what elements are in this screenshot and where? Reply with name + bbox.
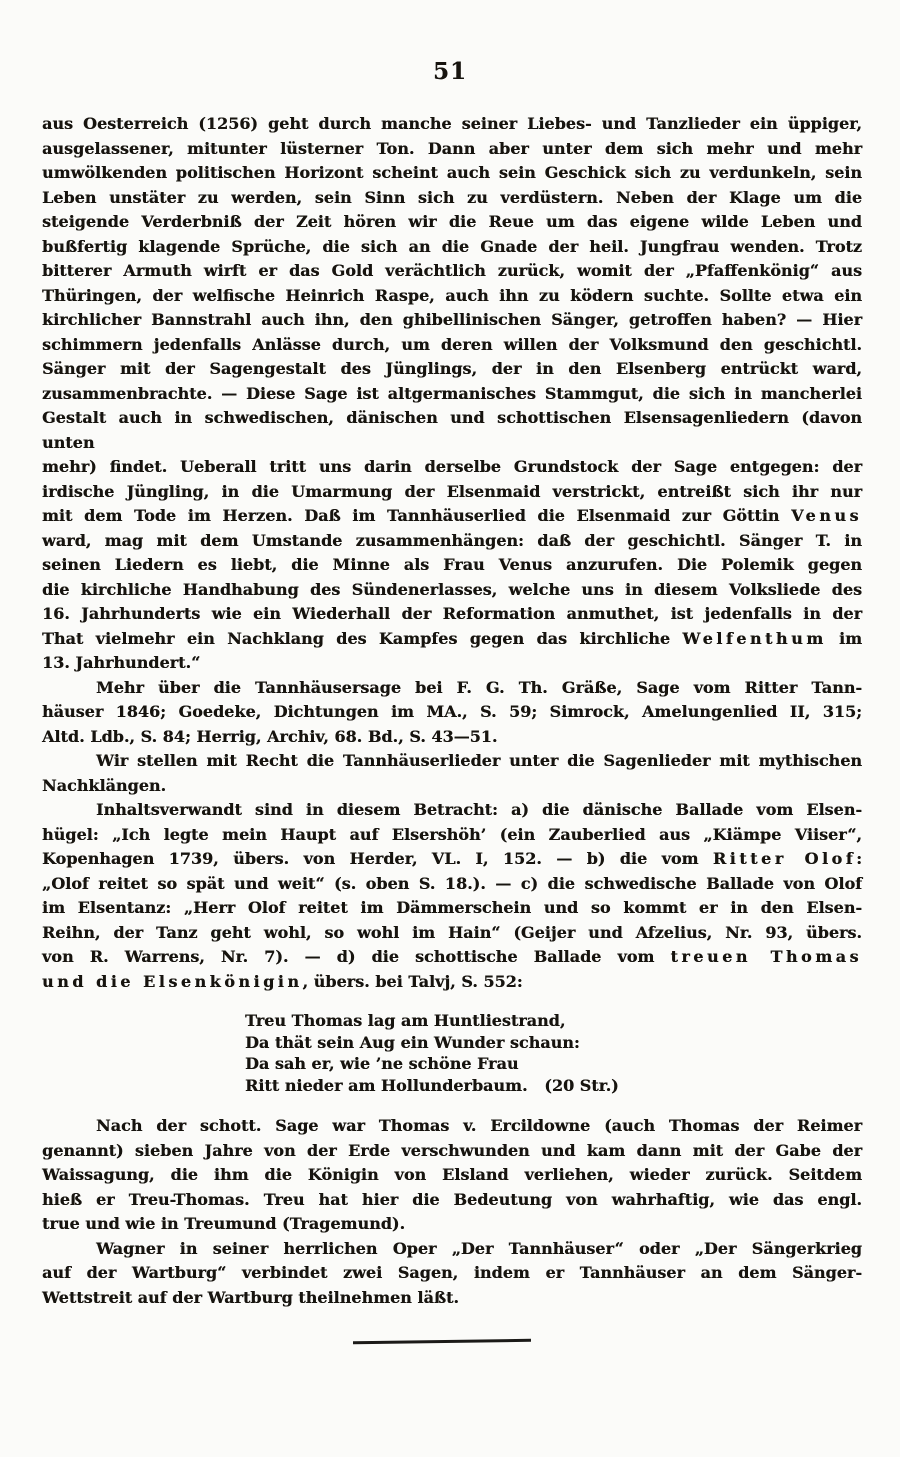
text-line — [42, 970, 862, 995]
text-segment: umwölkenden politischen Horizont scheint auch sein Geschick sich zu verdunkeln, sein — [42, 163, 862, 182]
text-line — [42, 112, 862, 137]
text-segment: That vielmehr ein Nachklang des Kampfes gegen das kirchliche — [42, 628, 683, 648]
text-segment: Wir stellen mit Recht die Tannhäuserlieder unter die Sagenlieder mit mythischen — [96, 751, 862, 770]
text-line — [42, 186, 862, 211]
paragraph — [42, 749, 862, 798]
text-line — [42, 1114, 862, 1139]
text-segment: mit dem Tode im Herzen. Daß im Tannhäuserlied die Elsenmaid zur Göttin — [42, 506, 792, 525]
text-segment: Waissagung, die ihm die Königin von Elsland verliehen, wieder zurück. Seitdem — [42, 1165, 862, 1185]
text-line — [42, 602, 862, 627]
text-segment: Treu Thomas lag am Huntliestrand, — [245, 1011, 566, 1030]
spaced-emphasis: Venus — [791, 506, 862, 525]
section-divider — [353, 1339, 531, 1344]
text-segment: genannt) sieben Jahre von der Erde verschwunden und kam dann mit der Gabe der — [42, 1140, 862, 1160]
paragraph — [42, 676, 862, 750]
text-segment: Nach der schott. Sage war Thomas v. Ercildowne (auch Thomas der Reimer — [96, 1116, 862, 1136]
poem-line — [245, 1075, 862, 1097]
text-segment: Altd. Ldb., S. 84; Herrig, Archiv, 68. Bd., S. 43—51. — [42, 726, 498, 746]
text-line — [42, 1286, 862, 1311]
text-line — [42, 896, 862, 921]
paragraph — [42, 798, 862, 994]
text-line — [42, 161, 862, 186]
text-segment: hieß er Treu-Thomas. Treu hat hier die Bedeutung von wahrhaftig, wie das engl. — [42, 1189, 862, 1209]
text-line — [42, 553, 862, 578]
text-segment: auf der Wartburg“ verbindet zwei Sagen, indem er Tannhäuser an dem Sänger- — [42, 1263, 862, 1283]
text-segment: aus Oesterreich (1256) geht durch manche seiner Liebes- und Tanzlieder ein üppiger, — [42, 114, 862, 133]
text-line — [42, 1212, 862, 1237]
text-line — [42, 357, 862, 382]
text-segment: hügel: „Ich legte mein Haupt auf Elsershöh’ (ein Zauberlied aus „Kiämpe Viiser“, — [42, 824, 862, 844]
spaced-emphasis: und die Elsenkönigin — [42, 971, 303, 991]
text-segment: irdische Jüngling, in die Umarmung der Elsenmaid verstrickt, entreißt sich ihr nur — [42, 481, 862, 501]
text-segment: Sänger mit der Sagengestalt des Jünglings, der in den Elsenberg entrückt ward, — [42, 359, 862, 378]
text-line — [42, 406, 862, 455]
text-segment: Inhaltsverwandt sind in diesem Betracht: a) die dänische Ballade vom Elsen- — [96, 800, 862, 819]
text-line — [42, 529, 862, 554]
text-line — [42, 137, 862, 162]
text-line — [42, 504, 862, 529]
text-line — [42, 921, 862, 946]
text-segment: Da sah er, wie ’ne schöne Frau — [245, 1054, 519, 1074]
text-line — [42, 308, 862, 333]
text-segment: von R. Warrens, Nr. 7). — d) die schottische Ballade vom — [42, 947, 671, 966]
text-line — [42, 700, 862, 725]
text-segment: Da thät sein Aug ein Wunder schaun: — [245, 1032, 580, 1052]
text-line — [42, 798, 862, 823]
paragraph — [42, 112, 862, 676]
poem-line — [245, 1032, 862, 1054]
text-segment: Ritt nieder am Hollunderbaum. (20 Str.) — [245, 1075, 619, 1095]
spaced-emphasis: Welfenthum — [682, 628, 827, 648]
text-segment: bitterer Armuth wirft er das Gold verächtlich zurück, womit der „Pfaffenkönig“ aus — [42, 261, 862, 280]
text-segment: zusammenbrachte. — Diese Sage ist altgermanisches Stammgut, die sich in mancherlei — [42, 383, 862, 403]
text-segment: seinen Liedern es liebt, die Minne als Frau Venus anzurufen. Die Polemik gegen — [42, 555, 862, 574]
text-line — [42, 210, 862, 235]
poem-block — [245, 1010, 862, 1096]
text-segment: ausgelassener, mitunter lüsterner Ton. Dann aber unter dem sich mehr und mehr — [42, 138, 862, 158]
text-line — [42, 676, 862, 701]
text-line — [42, 284, 862, 309]
text-line — [42, 382, 862, 407]
text-segment: Nachklängen. — [42, 775, 167, 795]
text-line — [42, 333, 862, 358]
text-line — [42, 480, 862, 505]
paragraph — [42, 1237, 862, 1311]
text-segment: „Olof reitet so spät und weit“ (s. oben S. 18.). — c) die schwedische Ballade von Olof — [42, 873, 862, 893]
text-line — [42, 1261, 862, 1286]
text-line — [42, 725, 862, 750]
text-segment: Thüringen, der welfische Heinrich Raspe, auch ihn zu ködern suchte. Sollte etwa ein — [42, 285, 862, 305]
spaced-emphasis: treuen Thomas — [670, 947, 863, 966]
text-segment: Wagner in seiner herrlichen Oper „Der Tannhäuser“ oder „Der Sängerkrieg — [96, 1238, 862, 1258]
text-line — [42, 259, 862, 284]
text-segment: , übers. bei Talvj, S. 552: — [302, 971, 523, 991]
text-line — [42, 945, 862, 970]
poem-line — [245, 1053, 862, 1075]
text-segment: steigende Verderbniß der Zeit hören wir die Reue um das eigene wilde Leben und — [42, 212, 862, 231]
text-line — [42, 872, 862, 897]
text-segment: kirchlicher Bannstrahl auch ihn, den ghibellinischen Sänger, getroffen haben? — Hier — [42, 310, 862, 329]
text-segment: true und wie in Treumund (Tragemund). — [42, 1214, 406, 1234]
text-line — [42, 235, 862, 260]
page-body — [42, 112, 862, 1343]
text-line — [42, 1237, 862, 1262]
page-number: 51 — [432, 58, 467, 85]
text-line — [42, 749, 862, 774]
text-segment: : — [856, 849, 863, 868]
text-segment: 16. Jahrhunderts wie ein Wiederhall der Reformation anmuthet, ist jedenfalls in der — [42, 604, 862, 623]
text-line — [42, 1139, 862, 1164]
text-segment: Leben unstäter zu werden, sein Sinn sich zu verdüstern. Neben der Klage um die — [42, 187, 862, 207]
text-line — [42, 1188, 862, 1213]
text-segment: Mehr über die Tannhäusersage bei F. G. Th. Gräße, Sage vom Ritter Tann- — [96, 677, 862, 697]
text-line — [42, 1163, 862, 1188]
text-segment: häuser 1846; Goedeke, Dichtungen im MA., S. 59; Simrock, Amelungenlied II, 315; — [42, 702, 862, 721]
text-line — [42, 823, 862, 848]
text-segment: die kirchliche Handhabung des Sündenerlasses, welche uns in diesem Volksliede des — [42, 579, 862, 599]
text-line — [42, 774, 862, 799]
text-line — [42, 627, 862, 652]
text-line — [42, 847, 862, 872]
poem-line — [245, 1010, 862, 1032]
spaced-emphasis: Ritter Olof — [712, 849, 857, 868]
text-segment: 13. Jahrhundert.“ — [42, 653, 201, 672]
text-segment: Kopenhagen 1739, übers. von Herder, VL. I, 152. — b) die vom — [42, 849, 713, 868]
text-line — [42, 578, 862, 603]
text-segment: im Elsentanz: „Herr Olof reitet im Dämmerschein und so kommt er in den Elsen- — [42, 898, 862, 917]
text-segment: mehr) findet. Ueberall tritt uns darin derselbe Grundstock der Sage entgegen: der — [42, 457, 862, 476]
text-segment: Reihn, der Tanz geht wohl, so wohl im Hain“ (Geijer und Afzelius, Nr. 93, übers. — [42, 922, 862, 942]
text-segment: bußfertig klagende Sprüche, die sich an die Gnade der heil. Jungfrau wenden. Trotz — [42, 236, 862, 256]
paragraph — [42, 1114, 862, 1237]
text-segment: im — [826, 628, 862, 648]
text-line — [42, 651, 862, 676]
text-line — [42, 455, 862, 480]
text-segment: Wettstreit auf der Wartburg theilnehmen läßt. — [42, 1287, 459, 1307]
text-segment: Gestalt auch in schwedischen, dänischen und schottischen Elsensagenliedern (davon unten — [42, 408, 862, 452]
text-segment: schimmern jedenfalls Anlässe durch, um deren willen der Volksmund den geschichtl. — [42, 334, 862, 354]
text-segment: ward, mag mit dem Umstande zusammenhängen: daß der geschichtl. Sänger T. in — [42, 530, 862, 550]
